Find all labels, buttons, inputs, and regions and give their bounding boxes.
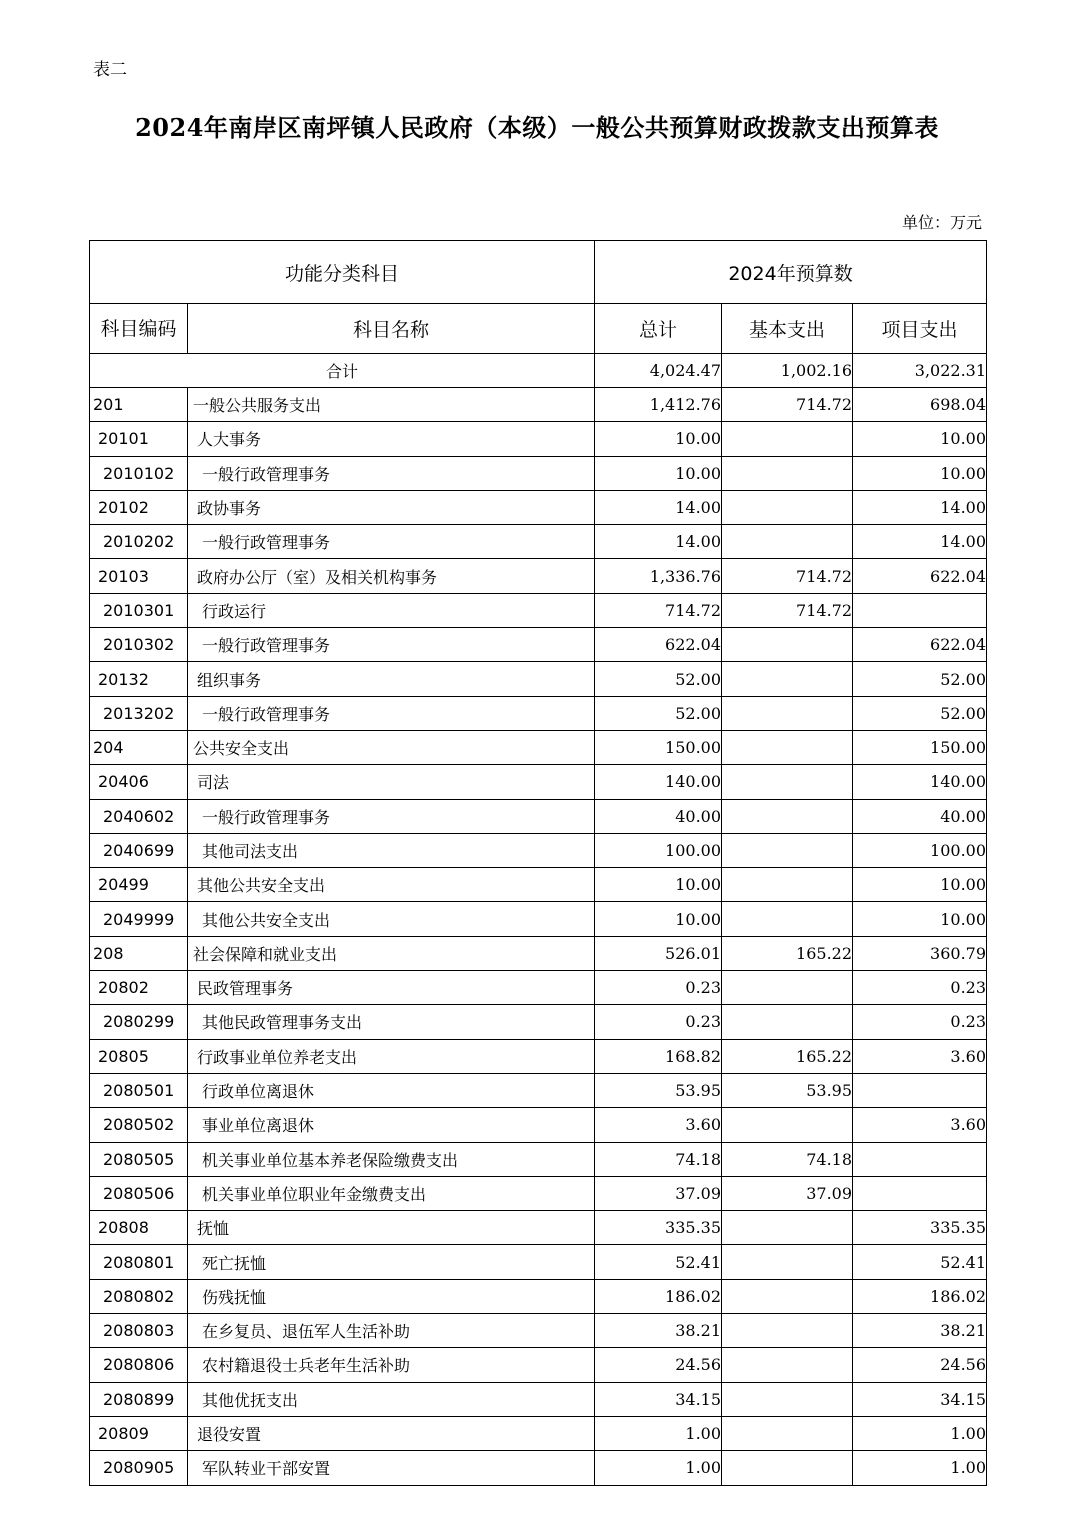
row-code: 2080502 bbox=[90, 1108, 188, 1142]
row-code: 2010102 bbox=[90, 456, 188, 490]
table-row bbox=[90, 628, 987, 662]
row-basic bbox=[722, 1211, 853, 1245]
row-total: 140.00 bbox=[595, 765, 722, 799]
table-row bbox=[90, 1416, 987, 1450]
row-total: 37.09 bbox=[595, 1176, 722, 1210]
row-code: 2010202 bbox=[90, 525, 188, 559]
page-title: 2024年南岸区南坪镇人民政府（本级）一般公共预算财政拨款支出预算表 bbox=[135, 113, 939, 142]
table-row bbox=[90, 422, 987, 456]
row-project: 622.04 bbox=[853, 628, 987, 662]
row-project: 140.00 bbox=[853, 765, 987, 799]
row-basic bbox=[722, 422, 853, 456]
row-total: 10.00 bbox=[595, 902, 722, 936]
row-basic bbox=[722, 1416, 853, 1450]
row-basic: 165.22 bbox=[722, 1039, 853, 1073]
header-functional-classification: 功能分类科目 bbox=[90, 241, 595, 304]
row-code: 2010301 bbox=[90, 593, 188, 627]
row-code: 2049999 bbox=[90, 902, 188, 936]
table-row bbox=[90, 1451, 987, 1485]
row-basic: 37.09 bbox=[722, 1176, 853, 1210]
row-total: 10.00 bbox=[595, 868, 722, 902]
row-code: 2080801 bbox=[90, 1245, 188, 1279]
row-name: 政府办公厅（室）及相关机构事务 bbox=[188, 559, 595, 593]
row-total: 53.95 bbox=[595, 1073, 722, 1107]
row-basic bbox=[722, 1314, 853, 1348]
row-code: 2080899 bbox=[90, 1382, 188, 1416]
row-name: 军队转业干部安置 bbox=[188, 1451, 595, 1485]
row-basic bbox=[722, 902, 853, 936]
row-project bbox=[853, 1073, 987, 1107]
total-total: 4,024.47 bbox=[595, 354, 722, 388]
row-basic bbox=[722, 1382, 853, 1416]
row-basic: 714.72 bbox=[722, 388, 853, 422]
row-project: 0.23 bbox=[853, 971, 987, 1005]
row-name: 社会保障和就业支出 bbox=[188, 936, 595, 970]
row-name: 行政事业单位养老支出 bbox=[188, 1039, 595, 1073]
table-row bbox=[90, 902, 987, 936]
total-row bbox=[90, 354, 987, 388]
row-code: 20132 bbox=[90, 662, 188, 696]
row-total: 0.23 bbox=[595, 1005, 722, 1039]
row-total: 52.41 bbox=[595, 1245, 722, 1279]
row-project: 14.00 bbox=[853, 525, 987, 559]
row-code: 20809 bbox=[90, 1416, 188, 1450]
row-project: 3.60 bbox=[853, 1039, 987, 1073]
row-total: 335.35 bbox=[595, 1211, 722, 1245]
total-project: 3,022.31 bbox=[853, 354, 987, 388]
table-row bbox=[90, 525, 987, 559]
row-project: 100.00 bbox=[853, 833, 987, 867]
row-name: 其他公共安全支出 bbox=[188, 902, 595, 936]
row-basic bbox=[722, 1279, 853, 1313]
row-total: 168.82 bbox=[595, 1039, 722, 1073]
row-name: 农村籍退役士兵老年生活补助 bbox=[188, 1348, 595, 1382]
row-project: 52.41 bbox=[853, 1245, 987, 1279]
row-basic bbox=[722, 833, 853, 867]
row-code: 201 bbox=[90, 388, 188, 422]
row-project: 186.02 bbox=[853, 1279, 987, 1313]
row-basic bbox=[722, 971, 853, 1005]
row-code: 204 bbox=[90, 730, 188, 764]
row-code: 2080806 bbox=[90, 1348, 188, 1382]
row-code: 20102 bbox=[90, 490, 188, 524]
row-code: 20802 bbox=[90, 971, 188, 1005]
row-basic bbox=[722, 628, 853, 662]
row-project: 698.04 bbox=[853, 388, 987, 422]
row-name: 人大事务 bbox=[188, 422, 595, 456]
row-code: 20406 bbox=[90, 765, 188, 799]
row-project bbox=[853, 1142, 987, 1176]
row-code: 2080501 bbox=[90, 1073, 188, 1107]
header-column-row bbox=[90, 304, 987, 354]
budget-table bbox=[89, 240, 987, 1486]
row-total: 52.00 bbox=[595, 696, 722, 730]
row-total: 10.00 bbox=[595, 422, 722, 456]
row-total: 10.00 bbox=[595, 456, 722, 490]
row-name: 民政管理事务 bbox=[188, 971, 595, 1005]
table-row bbox=[90, 559, 987, 593]
row-code: 208 bbox=[90, 936, 188, 970]
row-total: 714.72 bbox=[595, 593, 722, 627]
row-total: 14.00 bbox=[595, 525, 722, 559]
row-project: 0.23 bbox=[853, 1005, 987, 1039]
row-code: 20499 bbox=[90, 868, 188, 902]
row-basic bbox=[722, 1005, 853, 1039]
row-name: 政协事务 bbox=[188, 490, 595, 524]
table-row bbox=[90, 1142, 987, 1176]
row-total: 14.00 bbox=[595, 490, 722, 524]
row-total: 1,412.76 bbox=[595, 388, 722, 422]
row-basic: 714.72 bbox=[722, 593, 853, 627]
table-row bbox=[90, 696, 987, 730]
row-name: 事业单位离退休 bbox=[188, 1108, 595, 1142]
header-project: 项目支出 bbox=[853, 304, 987, 354]
table-row bbox=[90, 456, 987, 490]
header-budget-2024: 2024年预算数 bbox=[595, 241, 987, 304]
table-row bbox=[90, 799, 987, 833]
row-name: 退役安置 bbox=[188, 1416, 595, 1450]
row-basic: 53.95 bbox=[722, 1073, 853, 1107]
row-total: 52.00 bbox=[595, 662, 722, 696]
row-basic bbox=[722, 1348, 853, 1382]
row-code: 20805 bbox=[90, 1039, 188, 1073]
row-basic bbox=[722, 490, 853, 524]
row-basic bbox=[722, 868, 853, 902]
row-total: 1.00 bbox=[595, 1451, 722, 1485]
row-project: 10.00 bbox=[853, 868, 987, 902]
row-name: 死亡抚恤 bbox=[188, 1245, 595, 1279]
row-code: 2010302 bbox=[90, 628, 188, 662]
row-code: 2080505 bbox=[90, 1142, 188, 1176]
table-row bbox=[90, 490, 987, 524]
row-name: 组织事务 bbox=[188, 662, 595, 696]
table-row bbox=[90, 971, 987, 1005]
row-project: 10.00 bbox=[853, 422, 987, 456]
row-code: 2040602 bbox=[90, 799, 188, 833]
total-label: 合计 bbox=[90, 354, 595, 388]
row-name: 一般公共服务支出 bbox=[188, 388, 595, 422]
row-code: 2080506 bbox=[90, 1176, 188, 1210]
row-code: 20103 bbox=[90, 559, 188, 593]
row-name: 伤残抚恤 bbox=[188, 1279, 595, 1313]
row-total: 100.00 bbox=[595, 833, 722, 867]
row-project: 335.35 bbox=[853, 1211, 987, 1245]
table-row bbox=[90, 593, 987, 627]
row-code: 2080905 bbox=[90, 1451, 188, 1485]
row-code: 2080802 bbox=[90, 1279, 188, 1313]
row-name: 行政单位离退休 bbox=[188, 1073, 595, 1107]
table-row bbox=[90, 1176, 987, 1210]
table-row bbox=[90, 1108, 987, 1142]
row-project: 3.60 bbox=[853, 1108, 987, 1142]
table-row bbox=[90, 662, 987, 696]
row-project bbox=[853, 1176, 987, 1210]
total-basic: 1,002.16 bbox=[722, 354, 853, 388]
row-name: 一般行政管理事务 bbox=[188, 628, 595, 662]
table-row bbox=[90, 868, 987, 902]
row-basic bbox=[722, 696, 853, 730]
header-name: 科目名称 bbox=[188, 304, 595, 354]
table-row bbox=[90, 1005, 987, 1039]
table-row bbox=[90, 1314, 987, 1348]
row-total: 34.15 bbox=[595, 1382, 722, 1416]
row-total: 3.60 bbox=[595, 1108, 722, 1142]
row-basic bbox=[722, 730, 853, 764]
row-project: 24.56 bbox=[853, 1348, 987, 1382]
row-total: 186.02 bbox=[595, 1279, 722, 1313]
row-name: 一般行政管理事务 bbox=[188, 456, 595, 490]
table-row bbox=[90, 1211, 987, 1245]
row-name: 一般行政管理事务 bbox=[188, 799, 595, 833]
row-name: 其他优抚支出 bbox=[188, 1382, 595, 1416]
header-group-row bbox=[90, 241, 987, 304]
header-basic: 基本支出 bbox=[722, 304, 853, 354]
row-basic bbox=[722, 456, 853, 490]
row-total: 0.23 bbox=[595, 971, 722, 1005]
row-basic: 74.18 bbox=[722, 1142, 853, 1176]
row-project: 34.15 bbox=[853, 1382, 987, 1416]
row-name: 其他公共安全支出 bbox=[188, 868, 595, 902]
row-project: 52.00 bbox=[853, 662, 987, 696]
row-project: 14.00 bbox=[853, 490, 987, 524]
row-basic bbox=[722, 525, 853, 559]
row-total: 40.00 bbox=[595, 799, 722, 833]
row-total: 1,336.76 bbox=[595, 559, 722, 593]
row-project: 622.04 bbox=[853, 559, 987, 593]
row-code: 20808 bbox=[90, 1211, 188, 1245]
row-project: 150.00 bbox=[853, 730, 987, 764]
row-project: 360.79 bbox=[853, 936, 987, 970]
table-row bbox=[90, 1382, 987, 1416]
row-code: 2040699 bbox=[90, 833, 188, 867]
table-row bbox=[90, 833, 987, 867]
row-project: 10.00 bbox=[853, 456, 987, 490]
row-total: 526.01 bbox=[595, 936, 722, 970]
row-name: 机关事业单位基本养老保险缴费支出 bbox=[188, 1142, 595, 1176]
row-total: 24.56 bbox=[595, 1348, 722, 1382]
table-row bbox=[90, 765, 987, 799]
row-name: 抚恤 bbox=[188, 1211, 595, 1245]
row-project: 52.00 bbox=[853, 696, 987, 730]
table-label: 表二 bbox=[93, 60, 127, 80]
table-row bbox=[90, 1039, 987, 1073]
row-total: 622.04 bbox=[595, 628, 722, 662]
row-name: 公共安全支出 bbox=[188, 730, 595, 764]
row-project: 10.00 bbox=[853, 902, 987, 936]
row-name: 一般行政管理事务 bbox=[188, 696, 595, 730]
table-row bbox=[90, 1348, 987, 1382]
row-basic bbox=[722, 662, 853, 696]
row-project: 1.00 bbox=[853, 1451, 987, 1485]
table-row bbox=[90, 936, 987, 970]
table-row bbox=[90, 388, 987, 422]
unit-label: 单位：万元 bbox=[901, 213, 982, 232]
row-name: 其他民政管理事务支出 bbox=[188, 1005, 595, 1039]
row-code: 2080803 bbox=[90, 1314, 188, 1348]
row-project bbox=[853, 593, 987, 627]
row-total: 38.21 bbox=[595, 1314, 722, 1348]
row-basic bbox=[722, 1451, 853, 1485]
row-total: 150.00 bbox=[595, 730, 722, 764]
row-name: 其他司法支出 bbox=[188, 833, 595, 867]
row-name: 行政运行 bbox=[188, 593, 595, 627]
row-project: 40.00 bbox=[853, 799, 987, 833]
row-basic bbox=[722, 765, 853, 799]
row-code: 2080299 bbox=[90, 1005, 188, 1039]
row-code: 20101 bbox=[90, 422, 188, 456]
row-name: 司法 bbox=[188, 765, 595, 799]
table-row bbox=[90, 1073, 987, 1107]
row-basic bbox=[722, 1245, 853, 1279]
header-code: 科目编码 bbox=[90, 304, 188, 354]
row-total: 1.00 bbox=[595, 1416, 722, 1450]
row-project: 38.21 bbox=[853, 1314, 987, 1348]
row-code: 2013202 bbox=[90, 696, 188, 730]
row-project: 1.00 bbox=[853, 1416, 987, 1450]
row-basic: 714.72 bbox=[722, 559, 853, 593]
row-total: 74.18 bbox=[595, 1142, 722, 1176]
row-name: 机关事业单位职业年金缴费支出 bbox=[188, 1176, 595, 1210]
header-total: 总计 bbox=[595, 304, 722, 354]
table-row bbox=[90, 1279, 987, 1313]
row-basic bbox=[722, 799, 853, 833]
row-basic: 165.22 bbox=[722, 936, 853, 970]
table-row bbox=[90, 730, 987, 764]
table-row bbox=[90, 1245, 987, 1279]
row-name: 在乡复员、退伍军人生活补助 bbox=[188, 1314, 595, 1348]
row-basic bbox=[722, 1108, 853, 1142]
row-name: 一般行政管理事务 bbox=[188, 525, 595, 559]
